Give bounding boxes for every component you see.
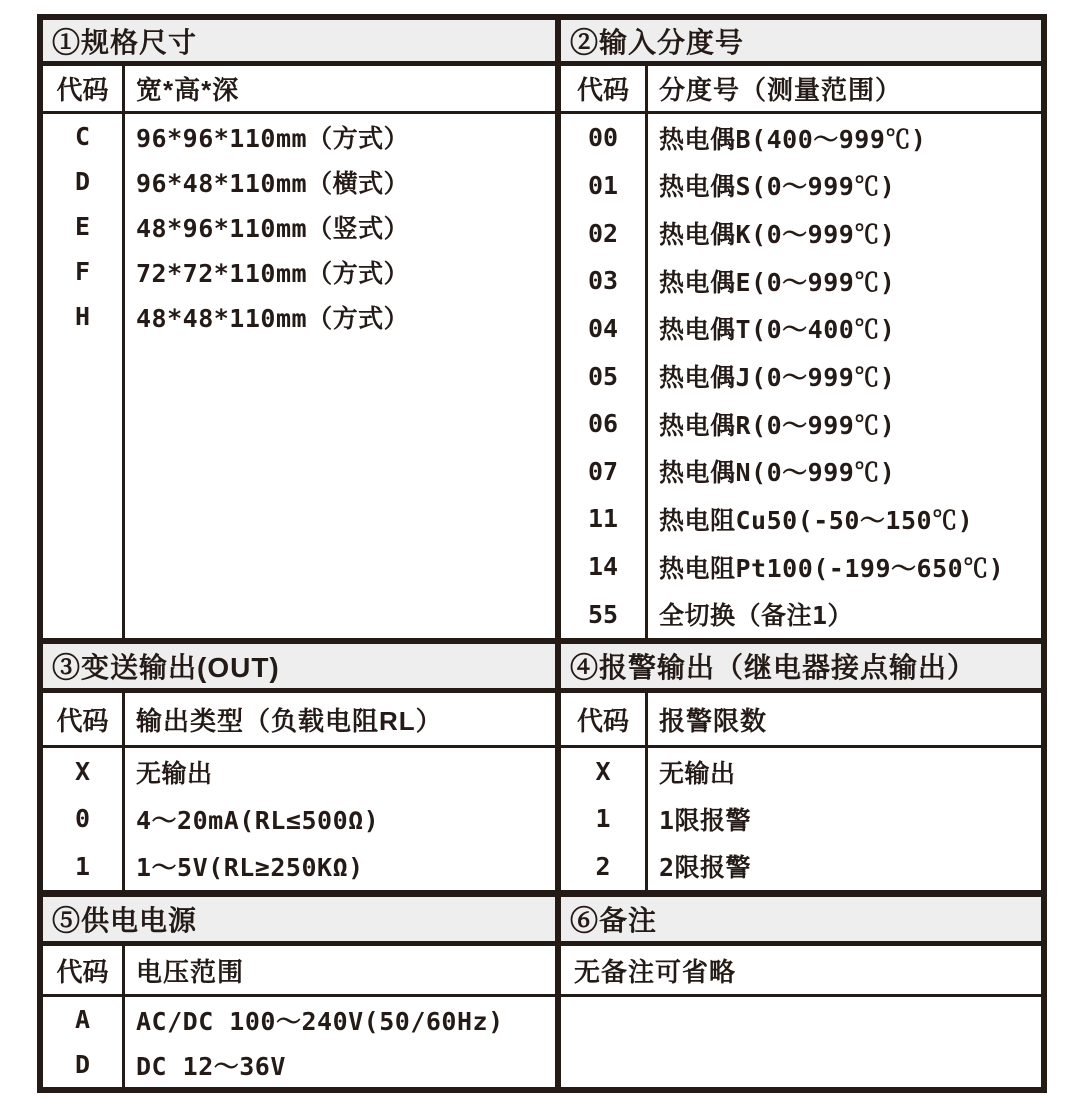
desc-cell: 热电偶T(0～400℃) <box>659 315 896 345</box>
code-cell: A <box>74 1005 91 1034</box>
section-title-text: ⑤供电电源 <box>52 905 198 936</box>
remarks-note-text: 无备注可省略 <box>574 956 737 987</box>
section-title-remarks <box>561 897 1041 941</box>
code-column-divider <box>645 114 648 638</box>
rows-transmit-output <box>43 748 555 890</box>
code-cell: 06 <box>587 409 619 439</box>
desc-cell: 热电阻Pt100(-199～650℃) <box>659 553 1005 583</box>
code-column-divider <box>122 748 125 890</box>
section-title-text: ④报警输出（继电器接点输出） <box>570 652 977 683</box>
rows-power-supply <box>43 997 555 1087</box>
code-cell: 14 <box>587 552 619 582</box>
section-title-power-supply <box>43 897 555 941</box>
desc-cell: 热电偶R(0～999℃) <box>659 410 896 440</box>
desc-cell: 4～20mA(RL≤500Ω) <box>136 805 380 835</box>
ordering-code-spec-table <box>37 14 1047 1093</box>
desc-cell: 全切换（备注1） <box>659 601 854 631</box>
code-cell: X <box>595 757 611 787</box>
code-cell: 11 <box>587 504 619 534</box>
table-row <box>561 257 1041 305</box>
desc-cell: 热电偶J(0～999℃) <box>659 363 896 393</box>
table-row <box>43 748 555 795</box>
desc-cell: 热电偶E(0～999℃) <box>659 267 896 297</box>
table-row <box>561 543 1041 591</box>
remarks-empty-cell <box>561 997 1041 1087</box>
section-title-alarm-output <box>561 644 1041 688</box>
table-row <box>561 352 1041 400</box>
desc-cell: 1～5V(RL≥250KΩ) <box>136 853 364 883</box>
section-title-text: ⑥备注 <box>570 905 658 936</box>
header-row-input-graduation <box>561 66 1041 111</box>
code-cell: C <box>74 122 91 151</box>
code-cell: 01 <box>587 170 619 200</box>
table-row <box>43 249 555 294</box>
table-row <box>43 204 555 249</box>
table-row <box>43 1042 555 1087</box>
table-row <box>561 748 1041 795</box>
code-column-header: 代码 <box>56 705 109 736</box>
table-row <box>561 209 1041 257</box>
table-row <box>561 447 1041 495</box>
desc-cell: DC 12～36V <box>136 1051 286 1081</box>
header-row-alarm-output <box>561 693 1041 745</box>
code-cell: 1 <box>74 851 91 881</box>
code-cell: 04 <box>587 313 619 343</box>
desc-cell: 48*48*110mm（方式） <box>136 303 410 333</box>
desc-cell: 热电阻Cu50(-50～150℃) <box>659 505 974 535</box>
code-column-divider <box>122 693 125 745</box>
remarks-note-cell <box>561 946 1041 994</box>
table-row <box>43 795 555 842</box>
code-column-header: 代码 <box>56 75 109 105</box>
table-row <box>43 114 555 159</box>
rows-dimensions <box>43 114 555 638</box>
code-column-divider <box>122 946 125 994</box>
code-cell: 1 <box>595 804 611 834</box>
table-row <box>561 114 1041 162</box>
table-row <box>43 294 555 339</box>
rows-input-graduation <box>561 114 1041 638</box>
code-cell: D <box>74 167 91 196</box>
desc-cell: 热电偶K(0～999℃) <box>659 220 896 250</box>
desc-cell: 48*96*110mm（竖式） <box>136 213 410 243</box>
section-title-text: ①规格尺寸 <box>52 26 198 58</box>
table-row <box>43 159 555 204</box>
table-row <box>561 400 1041 448</box>
table-row <box>561 590 1041 638</box>
desc-cell: 热电偶B(400～999℃) <box>659 124 927 154</box>
table-row <box>561 843 1041 890</box>
code-cell: 0 <box>74 804 91 834</box>
code-cell: E <box>74 212 91 241</box>
desc-column-header: 电压范围 <box>136 956 245 987</box>
code-column-divider <box>645 748 648 890</box>
table-row <box>43 843 555 890</box>
code-cell: 05 <box>587 361 619 391</box>
code-cell: H <box>74 302 91 331</box>
code-column-header: 代码 <box>576 705 629 736</box>
desc-cell: 2限报警 <box>659 853 752 883</box>
desc-cell: 96*48*110mm（横式） <box>136 168 410 198</box>
code-cell: 00 <box>587 123 619 153</box>
desc-cell: 72*72*110mm（方式） <box>136 258 410 288</box>
desc-column-header: 报警限数 <box>659 705 768 736</box>
table-row <box>561 162 1041 210</box>
code-cell: 02 <box>587 218 619 248</box>
code-column-divider <box>122 997 125 1087</box>
code-cell: D <box>74 1050 91 1079</box>
desc-cell: 96*96*110mm（方式） <box>136 123 410 153</box>
code-column-header: 代码 <box>56 956 109 987</box>
code-cell: 07 <box>587 456 619 486</box>
code-cell: F <box>74 257 91 286</box>
table-row <box>43 997 555 1042</box>
section-title-input-graduation <box>561 20 1041 61</box>
rows-alarm-output <box>561 748 1041 890</box>
code-cell: 55 <box>587 599 619 629</box>
code-column-divider <box>122 66 125 111</box>
section-title-text: ②输入分度号 <box>570 26 745 58</box>
section-title-dimensions <box>43 20 555 61</box>
desc-cell: AC/DC 100～240V(50/60Hz) <box>136 1006 504 1036</box>
code-column-divider <box>122 114 125 638</box>
header-row-transmit-output <box>43 693 555 745</box>
code-cell: 03 <box>587 266 619 296</box>
desc-column-header: 分度号（测量范围） <box>659 75 903 105</box>
code-column-divider <box>645 693 648 745</box>
section-title-transmit-output <box>43 644 555 688</box>
desc-cell: 热电偶S(0～999℃) <box>659 172 896 202</box>
code-cell: 2 <box>595 851 611 881</box>
table-row <box>561 305 1041 353</box>
code-column-header: 代码 <box>576 75 629 105</box>
desc-cell: 热电偶N(0～999℃) <box>659 458 896 488</box>
desc-column-header: 输出类型（负载电阻RL） <box>136 705 443 736</box>
desc-cell: 无输出 <box>659 758 736 788</box>
desc-cell: 1限报警 <box>659 805 752 835</box>
section-divider <box>43 890 1041 897</box>
table-row <box>561 495 1041 543</box>
desc-column-header: 宽*高*深 <box>136 75 240 105</box>
section-title-text: ③变送输出(OUT) <box>52 652 280 683</box>
table-row <box>561 795 1041 842</box>
header-row-power-supply <box>43 946 555 994</box>
code-cell: X <box>74 757 91 787</box>
header-row-dimensions <box>43 66 555 111</box>
desc-cell: 无输出 <box>136 758 213 788</box>
code-column-divider <box>645 66 648 111</box>
